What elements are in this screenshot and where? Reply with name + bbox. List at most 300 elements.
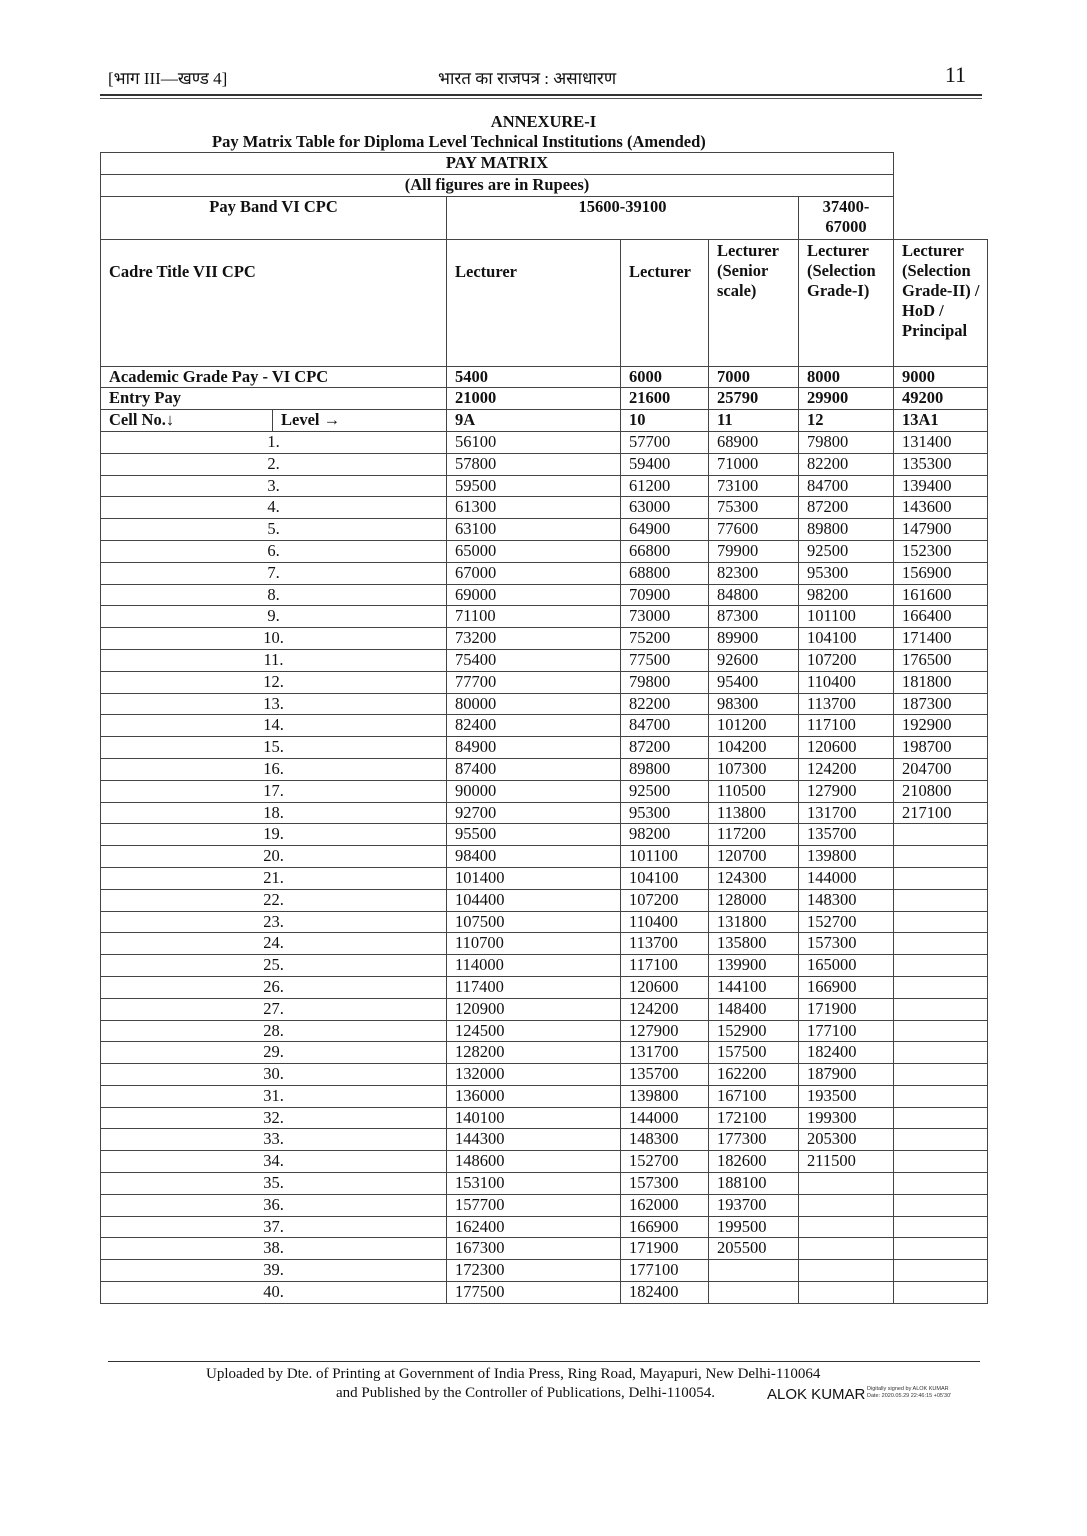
pay-value [799,1238,894,1260]
pay-value [894,955,988,977]
pay-value [894,867,988,889]
pay-band-row [101,196,988,239]
pay-value [709,1260,799,1282]
pay-value: 71100 [447,606,621,628]
pay-value: 101400 [447,867,621,889]
digital-signature-meta [867,1386,951,1400]
table-row [101,1085,988,1107]
pay-value: 82200 [799,453,894,475]
cadre-3: Lecturer (Senior scale) [709,239,799,366]
gazette-part-label: [भाग III—खण्ड 4] [108,69,228,88]
cell-number: 24. [101,933,447,955]
pay-value: 117100 [621,955,709,977]
cadre-1: Lecturer [447,239,621,366]
pay-value: 131700 [621,1042,709,1064]
pay-value: 167100 [709,1085,799,1107]
table-row [101,649,988,671]
running-header [108,62,966,92]
pay-value [799,1282,894,1304]
cell-number: 4. [101,497,447,519]
pay-value: 61300 [447,497,621,519]
pay-value: 176500 [894,649,988,671]
cell-number: 29. [101,1042,447,1064]
pay-value: 73200 [447,628,621,650]
cell-number: 6. [101,540,447,562]
cell-number: 33. [101,1129,447,1151]
pay-value: 113700 [799,693,894,715]
table-row [101,998,988,1020]
pay-value: 131400 [894,431,988,453]
pay-value: 73100 [709,475,799,497]
table-row [101,453,988,475]
pay-value: 143600 [894,497,988,519]
pay-value [894,1107,988,1129]
pay-value: 148600 [447,1151,621,1173]
pay-value [799,1216,894,1238]
pay-value: 98200 [799,584,894,606]
pay-value: 77600 [709,519,799,541]
pay-value: 135700 [621,1064,709,1086]
pay-value [894,976,988,998]
pay-value: 148300 [799,889,894,911]
pay-value: 120700 [709,846,799,868]
pay-value: 177300 [709,1129,799,1151]
cell-number: 15. [101,737,447,759]
level-value: 11 [709,410,799,432]
cell-number: 13. [101,693,447,715]
table-row [101,519,988,541]
table-row [101,475,988,497]
footer-line-2: and Published by the Controller of Publications, Delhi-110054. [336,1385,715,1401]
pay-value: 79800 [621,671,709,693]
pay-value: 59500 [447,475,621,497]
pay-value: 110700 [447,933,621,955]
pay-value: 177100 [621,1260,709,1282]
pay-value: 162000 [621,1194,709,1216]
footer-line-1: Uploaded by Dte. of Printing at Government of India Press, Ring Road, Mayapuri, New Delhi-110064 [206,1366,821,1382]
agp-value: 9000 [894,366,988,388]
pay-value: 182600 [709,1151,799,1173]
table-row [101,737,988,759]
pay-value: 171900 [621,1238,709,1260]
cell-number: 38. [101,1238,447,1260]
pay-value: 89800 [621,758,709,780]
entry-pay-value: 49200 [894,388,988,410]
level-value: 13A1 [894,410,988,432]
cell-number: 23. [101,911,447,933]
agp-value: 6000 [621,366,709,388]
pay-value: 71000 [709,453,799,475]
pay-value: 113700 [621,933,709,955]
pay-value: 107200 [621,889,709,911]
pay-value [894,1260,988,1282]
pay-value: 156900 [894,562,988,584]
pay-value: 188100 [709,1173,799,1195]
agp-value: 5400 [447,366,621,388]
pay-value: 181800 [894,671,988,693]
footer-rule [108,1361,980,1362]
pay-value: 177500 [447,1282,621,1304]
cadre-5: Lecturer (Selection Grade-II) / HoD / Principal [894,239,988,366]
pay-value: 120600 [799,737,894,759]
pay-value: 84700 [799,475,894,497]
cell-number: 26. [101,976,447,998]
cadre-row [101,239,988,366]
cell-number: 8. [101,584,447,606]
pay-value: 199500 [709,1216,799,1238]
pay-value: 148400 [709,998,799,1020]
cell-number: 19. [101,824,447,846]
pay-value: 68800 [621,562,709,584]
table-row [101,933,988,955]
pay-value: 61200 [621,475,709,497]
table-note-row [101,174,988,196]
cell-number: 11. [101,649,447,671]
pay-value: 73000 [621,606,709,628]
pay-value: 95300 [799,562,894,584]
pay-value: 89800 [799,519,894,541]
pay-value: 152900 [709,1020,799,1042]
pay-value: 110400 [799,671,894,693]
pay-value: 89900 [709,628,799,650]
pay-value: 101100 [799,606,894,628]
pay-value: 136000 [447,1085,621,1107]
pay-value: 87200 [621,737,709,759]
pay-value: 187300 [894,693,988,715]
pay-value: 66800 [621,540,709,562]
pay-value [894,1238,988,1260]
cell-number: 40. [101,1282,447,1304]
pay-value: 128000 [709,889,799,911]
pay-value: 152700 [799,911,894,933]
pay-value: 198700 [894,737,988,759]
pay-value: 144300 [447,1129,621,1151]
pay-value: 104100 [621,867,709,889]
cell-no-label: Cell No.↓ [101,410,273,432]
level-value: 12 [799,410,894,432]
pay-value [894,911,988,933]
agp-value: 8000 [799,366,894,388]
pay-value: 182400 [799,1042,894,1064]
pay-value: 166400 [894,606,988,628]
pay-value: 144000 [621,1107,709,1129]
table-row [101,628,988,650]
cell-number: 32. [101,1107,447,1129]
pay-value: 79800 [799,431,894,453]
cell-number: 3. [101,475,447,497]
pay-value [894,1042,988,1064]
pay-value: 95400 [709,671,799,693]
header-rule [100,94,982,96]
cell-number: 2. [101,453,447,475]
pay-value: 172100 [709,1107,799,1129]
table-row [101,780,988,802]
pay-value: 124200 [799,758,894,780]
pay-band-label: Pay Band VI CPC [101,196,447,239]
pay-value: 87400 [447,758,621,780]
pay-value: 69000 [447,584,621,606]
table-row [101,693,988,715]
pay-value [894,998,988,1020]
pay-value: 84900 [447,737,621,759]
pay-value: 128200 [447,1042,621,1064]
pay-value [894,1216,988,1238]
pay-value: 166900 [799,976,894,998]
pay-value: 217100 [894,802,988,824]
cell-number: 30. [101,1064,447,1086]
table-row [101,1042,988,1064]
pay-value: 113800 [709,802,799,824]
table-row [101,1260,988,1282]
pay-value: 82400 [447,715,621,737]
pay-value: 117200 [709,824,799,846]
cell-number: 37. [101,1216,447,1238]
pay-value [894,846,988,868]
pay-value: 75400 [447,649,621,671]
pay-value: 171400 [894,628,988,650]
pay-value: 98300 [709,693,799,715]
table-row [101,955,988,977]
pay-value: 68900 [709,431,799,453]
pay-value: 117100 [799,715,894,737]
pay-value: 124500 [447,1020,621,1042]
pay-value: 63100 [447,519,621,541]
pay-value: 139800 [799,846,894,868]
pay-value: 152700 [621,1151,709,1173]
pay-value: 127900 [621,1020,709,1042]
pay-value: 165000 [799,955,894,977]
pay-value: 132000 [447,1064,621,1086]
table-title-row [101,153,988,175]
pay-value [894,1064,988,1086]
pay-value: 193700 [709,1194,799,1216]
pay-value: 90000 [447,780,621,802]
pay-value: 117400 [447,976,621,998]
pay-value: 161600 [894,584,988,606]
pay-value: 120600 [621,976,709,998]
cell-number: 12. [101,671,447,693]
table-row [101,497,988,519]
pay-value: 187900 [799,1064,894,1086]
pay-value: 193500 [799,1085,894,1107]
pay-value: 144000 [799,867,894,889]
pay-value: 211500 [799,1151,894,1173]
table-row [101,715,988,737]
pay-value [894,1129,988,1151]
cell-number: 14. [101,715,447,737]
cell-number: 17. [101,780,447,802]
pay-value: 67000 [447,562,621,584]
cell-number: 25. [101,955,447,977]
table-row [101,1173,988,1195]
pay-value: 131700 [799,802,894,824]
pay-value [894,1020,988,1042]
cell-number: 16. [101,758,447,780]
table-row [101,671,988,693]
table-row [101,824,988,846]
gazette-title: भारत का राजपत्र : असाधारण [438,69,617,88]
signature-line: Digitally signed by ALOK KUMAR [867,1386,949,1392]
header-rule-thin [100,98,982,99]
table-row [101,1107,988,1129]
pay-value: 140100 [447,1107,621,1129]
entry-pay-value: 25790 [709,388,799,410]
cadre-label: Cadre Title VII CPC [101,239,447,366]
pay-value [709,1282,799,1304]
page-number: 11 [944,62,966,87]
pay-value: 199300 [799,1107,894,1129]
entry-pay-row [101,388,988,410]
pay-value: 101200 [709,715,799,737]
pay-value: 171900 [799,998,894,1020]
pay-value: 114000 [447,955,621,977]
level-value: 10 [621,410,709,432]
pay-value: 182400 [621,1282,709,1304]
table-title: PAY MATRIX [101,153,894,175]
pay-value: 139400 [894,475,988,497]
cell-number: 35. [101,1173,447,1195]
pay-value: 124300 [709,867,799,889]
pay-value: 148300 [621,1129,709,1151]
pay-value: 101100 [621,846,709,868]
table-row [101,976,988,998]
pay-value: 92500 [799,540,894,562]
pay-value: 87300 [709,606,799,628]
table-row [101,1194,988,1216]
annexure-subtitle: Pay Matrix Table for Diploma Level Technical Institutions (Amended) [212,132,706,151]
pay-value [894,824,988,846]
table-row [101,867,988,889]
entry-pay-value: 29900 [799,388,894,410]
pay-value: 157300 [799,933,894,955]
cell-number: 31. [101,1085,447,1107]
pay-value: 127900 [799,780,894,802]
pay-value: 104200 [709,737,799,759]
table-row [101,562,988,584]
pay-value: 82200 [621,693,709,715]
pay-value: 205300 [799,1129,894,1151]
table-note: (All figures are in Rupees) [101,174,894,196]
cell-number: 28. [101,1020,447,1042]
pay-value: 157500 [709,1042,799,1064]
pay-value: 92700 [447,802,621,824]
pay-value: 65000 [447,540,621,562]
table-row [101,889,988,911]
pay-value: 177100 [799,1020,894,1042]
table-row [101,584,988,606]
cadre-2: Lecturer [621,239,709,366]
pay-value: 107300 [709,758,799,780]
table-row [101,1129,988,1151]
pay-value: 57800 [447,453,621,475]
pay-band-1: 15600-39100 [447,196,799,239]
pay-value: 87200 [799,497,894,519]
table-row [101,1151,988,1173]
pay-value: 64900 [621,519,709,541]
pay-value [894,1282,988,1304]
pay-value: 157700 [447,1194,621,1216]
pay-value: 82300 [709,562,799,584]
level-value: 9A [447,410,621,432]
pay-value: 147900 [894,519,988,541]
agp-label: Academic Grade Pay - VI CPC [101,366,447,388]
pay-value: 172300 [447,1260,621,1282]
pay-value: 131800 [709,911,799,933]
pay-value: 139800 [621,1085,709,1107]
pay-value [799,1194,894,1216]
pay-value: 120900 [447,998,621,1020]
pay-value: 107500 [447,911,621,933]
pay-value [894,1085,988,1107]
pay-value: 135800 [709,933,799,955]
pay-value: 98400 [447,846,621,868]
pay-value: 77700 [447,671,621,693]
pay-value: 139900 [709,955,799,977]
pay-value: 107200 [799,649,894,671]
pay-value: 84700 [621,715,709,737]
pay-value: 92600 [709,649,799,671]
pay-value: 57700 [621,431,709,453]
pay-value: 70900 [621,584,709,606]
pay-value [894,1194,988,1216]
annexure-title: ANNEXURE-I [490,112,597,131]
cadre-4: Lecturer (Selection Grade-I) [799,239,894,366]
pay-value: 110500 [709,780,799,802]
table-row [101,911,988,933]
pay-value: 104100 [799,628,894,650]
pay-value: 167300 [447,1238,621,1260]
pay-value: 162200 [709,1064,799,1086]
cell-number: 36. [101,1194,447,1216]
table-row [101,431,988,453]
cell-number: 20. [101,846,447,868]
pay-value: 205500 [709,1238,799,1260]
pay-value: 79900 [709,540,799,562]
pay-value [799,1260,894,1282]
signature-date: Date: 2020.05.29 22:46:15 +05'30' [867,1393,952,1399]
table-row [101,1238,988,1260]
table-row [101,1020,988,1042]
table-row [101,1216,988,1238]
pay-value [894,1173,988,1195]
agp-row [101,366,988,388]
pay-value: 77500 [621,649,709,671]
pay-value: 135700 [799,824,894,846]
entry-pay-label: Entry Pay [101,388,447,410]
table-row [101,802,988,824]
table-row [101,540,988,562]
pay-value: 110400 [621,911,709,933]
table-row [101,606,988,628]
entry-pay-value: 21000 [447,388,621,410]
pay-value: 210800 [894,780,988,802]
pay-value [894,889,988,911]
pay-value: 135300 [894,453,988,475]
cell-number: 22. [101,889,447,911]
pay-value: 166900 [621,1216,709,1238]
cell-number: 5. [101,519,447,541]
cell-number: 21. [101,867,447,889]
pay-value: 192900 [894,715,988,737]
pay-value [799,1173,894,1195]
agp-value: 7000 [709,366,799,388]
table-row [101,758,988,780]
pay-value: 162400 [447,1216,621,1238]
pay-value: 95300 [621,802,709,824]
table-row [101,1064,988,1086]
digital-signature-name: ALOK KUMAR [767,1386,866,1403]
cell-number: 39. [101,1260,447,1282]
